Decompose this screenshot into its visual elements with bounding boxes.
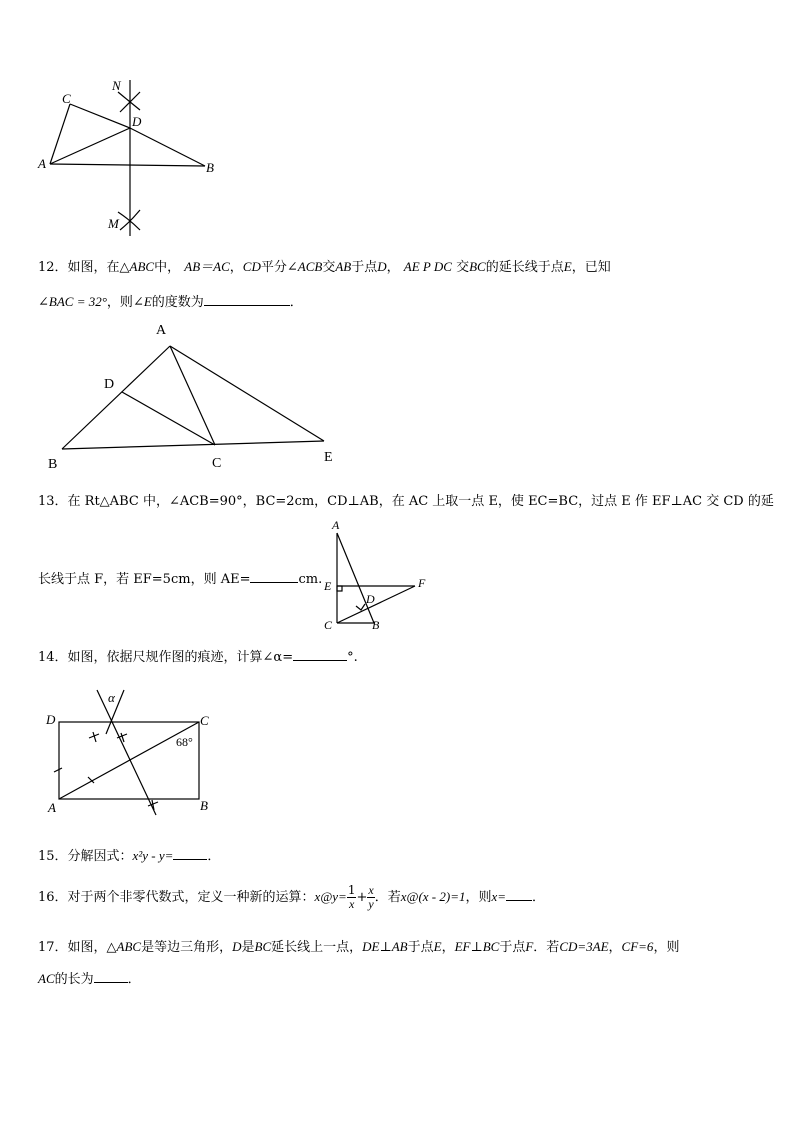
q14-label-d: D <box>46 712 56 727</box>
figure-perpendicular-bisector <box>30 70 230 240</box>
q12-text-m: ， <box>386 260 400 275</box>
segment-ac <box>50 104 70 164</box>
q15-text-b: ． <box>207 849 221 864</box>
q17-text-a: 17．如图， <box>38 940 107 955</box>
q13-label-e: E <box>324 579 332 593</box>
q13-label-d: D <box>366 592 375 606</box>
q17-line2 <box>38 968 141 987</box>
q13-line1: 13．在 Rt△ABC 中，∠ACB=90°，BC=2cm，CD⊥AB，在 AC 上取一点 E，使 EC=BC，过点 E 作 EF⊥AC 交 CD 的延 <box>38 494 774 509</box>
label-m: M <box>108 216 119 231</box>
q12-seg-be <box>62 441 324 449</box>
q12-seg-dc <box>122 392 215 445</box>
q12-label-a: A <box>156 323 167 338</box>
q12-ae-parallel-dc: AE P DC <box>403 259 452 274</box>
q12-cd: CD <box>242 259 261 274</box>
q17-line1 <box>38 936 679 955</box>
q12-ab-eq-ac: AB＝AC <box>184 259 230 274</box>
q14-figure <box>40 682 220 822</box>
segment-ad <box>50 128 130 164</box>
q12-label-e: E <box>324 450 333 465</box>
q17-cf-eq-6: CF=6 <box>621 939 654 954</box>
q17-d: D <box>232 939 242 954</box>
label-n: N <box>112 78 121 93</box>
q17-e: E <box>433 939 442 954</box>
label-c: C <box>62 91 71 106</box>
q17-text-c2: ． <box>127 972 141 987</box>
q16-equation: x@(x - 2)=1 <box>400 889 466 904</box>
q12-triangle-abc: △ABC <box>119 259 155 274</box>
q14-answer-blank[interactable] <box>293 648 347 661</box>
q13-figure <box>318 515 438 633</box>
q16-fraction-x-over-y <box>367 884 374 911</box>
q13-label-b: B <box>372 618 380 632</box>
q14-diagonal-ac <box>59 722 199 799</box>
q14-text-b: °. <box>347 650 358 665</box>
q13-line2 <box>38 568 322 587</box>
q14-label-angle: 68° <box>176 735 193 749</box>
q12-text-k: 于点 <box>351 260 378 275</box>
q12-angle-acb: ∠ACB <box>286 259 323 274</box>
q12-text-q: 的延长线于点 <box>485 260 564 275</box>
q16-def-expr: x@y= <box>314 889 347 904</box>
q16-line <box>38 878 545 917</box>
q15-answer-blank[interactable] <box>173 847 207 860</box>
q12-text-o: 交 <box>456 260 470 275</box>
q17-ac: AC <box>38 971 55 986</box>
q17-text-c: 是等边三角形， <box>141 940 233 955</box>
q12-text-a: 12．如图，在 <box>38 260 120 275</box>
q17-text-i: 于点 <box>407 940 434 955</box>
q13-label-a: A <box>332 518 340 532</box>
q16-text-d: ． <box>532 890 546 905</box>
q14-label-c: C <box>200 713 209 728</box>
q17-text-g: 延长线上一点， <box>271 940 363 955</box>
q12-text-e2: ． <box>289 295 303 310</box>
q12-text-b2: ，则 <box>106 295 133 310</box>
q13-text-a: 长线于点 F，若 EF=5cm，则 AE= <box>38 572 251 587</box>
label-d: D <box>132 114 142 129</box>
q14-tick-5 <box>54 768 62 772</box>
q12-figure <box>40 318 350 473</box>
q12-seg-ab <box>62 346 170 449</box>
q14-label-alpha: α <box>108 690 115 705</box>
q13-right-angle-e <box>337 586 342 591</box>
segment-ab <box>50 164 205 166</box>
q17-answer-blank[interactable] <box>94 970 128 983</box>
q13-label-c: C <box>324 618 333 632</box>
q17-text-q: ， <box>608 940 622 955</box>
q15-line <box>38 845 220 864</box>
q12-text-e: ， <box>229 260 243 275</box>
q14-bisector-line <box>97 690 156 815</box>
q17-text-o: ．若 <box>533 940 560 955</box>
q14-label-a: A <box>48 800 56 815</box>
q12-angle-bac: ∠BAC = 32° <box>38 294 107 309</box>
q17-triangle-abc: △ABC <box>106 939 142 954</box>
q16-text-a: 16．对于两个非零代数式，定义一种新的运算： <box>38 890 315 905</box>
q12-angle-e: ∠E <box>132 294 152 309</box>
segment-cd <box>70 104 130 128</box>
q17-text-k: ， <box>441 940 455 955</box>
label-a: A <box>38 156 46 171</box>
q17-text-e: 是 <box>241 940 255 955</box>
q17-text-b2: 的长为 <box>54 972 94 987</box>
q12-text-d2: 的度数为 <box>151 295 204 310</box>
q13-right-angle-d <box>356 604 365 610</box>
q14-label-b: B <box>200 798 208 813</box>
q17-text-m: 于点 <box>499 940 526 955</box>
q16-answer-blank[interactable] <box>506 888 532 901</box>
q12-bc: BC <box>469 259 486 274</box>
q12-e: E <box>563 259 572 274</box>
q12-ab: AB <box>335 259 352 274</box>
q12-seg-ac <box>170 346 215 445</box>
q17-ef-perp-bc: EF⊥BC <box>454 939 500 954</box>
q16-plus: + <box>356 890 368 905</box>
q16-text-c: ，则 <box>465 890 492 905</box>
q12-label-c: C <box>212 456 222 471</box>
q12-d: D <box>377 259 387 274</box>
q16-frac2-den: y <box>368 897 374 911</box>
q13-answer-blank[interactable] <box>250 570 298 583</box>
q12-text-i: 交 <box>322 260 336 275</box>
q12-label-d: D <box>104 377 115 392</box>
q15-text-a: 15．分解因式： <box>38 849 133 864</box>
q16-frac2-num: x <box>368 883 374 897</box>
q12-label-b: B <box>48 457 58 472</box>
q14-tick-2 <box>93 732 96 742</box>
label-b: B <box>206 160 214 175</box>
q12-answer-blank[interactable] <box>204 293 290 306</box>
q16-text-b: ．若 <box>374 890 401 905</box>
q13-seg-ab <box>337 533 374 623</box>
q17-bc: BC <box>254 939 272 954</box>
q17-text-s: ，则 <box>653 940 680 955</box>
q12-text-c: 中， <box>154 260 181 275</box>
q17-de-perp-ab: DE⊥AB <box>362 939 408 954</box>
q12-line2 <box>38 291 303 310</box>
q13-text-b: cm. <box>298 572 323 587</box>
q12-text-s: ，已知 <box>571 260 611 275</box>
q12-seg-ae <box>170 346 324 441</box>
q16-frac1-den: x <box>348 897 355 911</box>
q17-cd-eq-3ae: CD=3AE <box>559 939 609 954</box>
q12-line1 <box>38 256 611 275</box>
q15-expression: x²y - y= <box>132 848 174 863</box>
q16-x-eq: x= <box>491 889 507 904</box>
q14-line <box>38 646 358 665</box>
q14-text-a: 14．如图，依据尺规作图的痕迹，计算∠α= <box>38 650 294 665</box>
q17-f: F <box>525 939 534 954</box>
segment-db <box>130 128 205 166</box>
q16-frac1-num: 1 <box>347 883 356 897</box>
q13-label-f: F <box>418 576 426 590</box>
q12-text-g: 平分 <box>260 260 287 275</box>
